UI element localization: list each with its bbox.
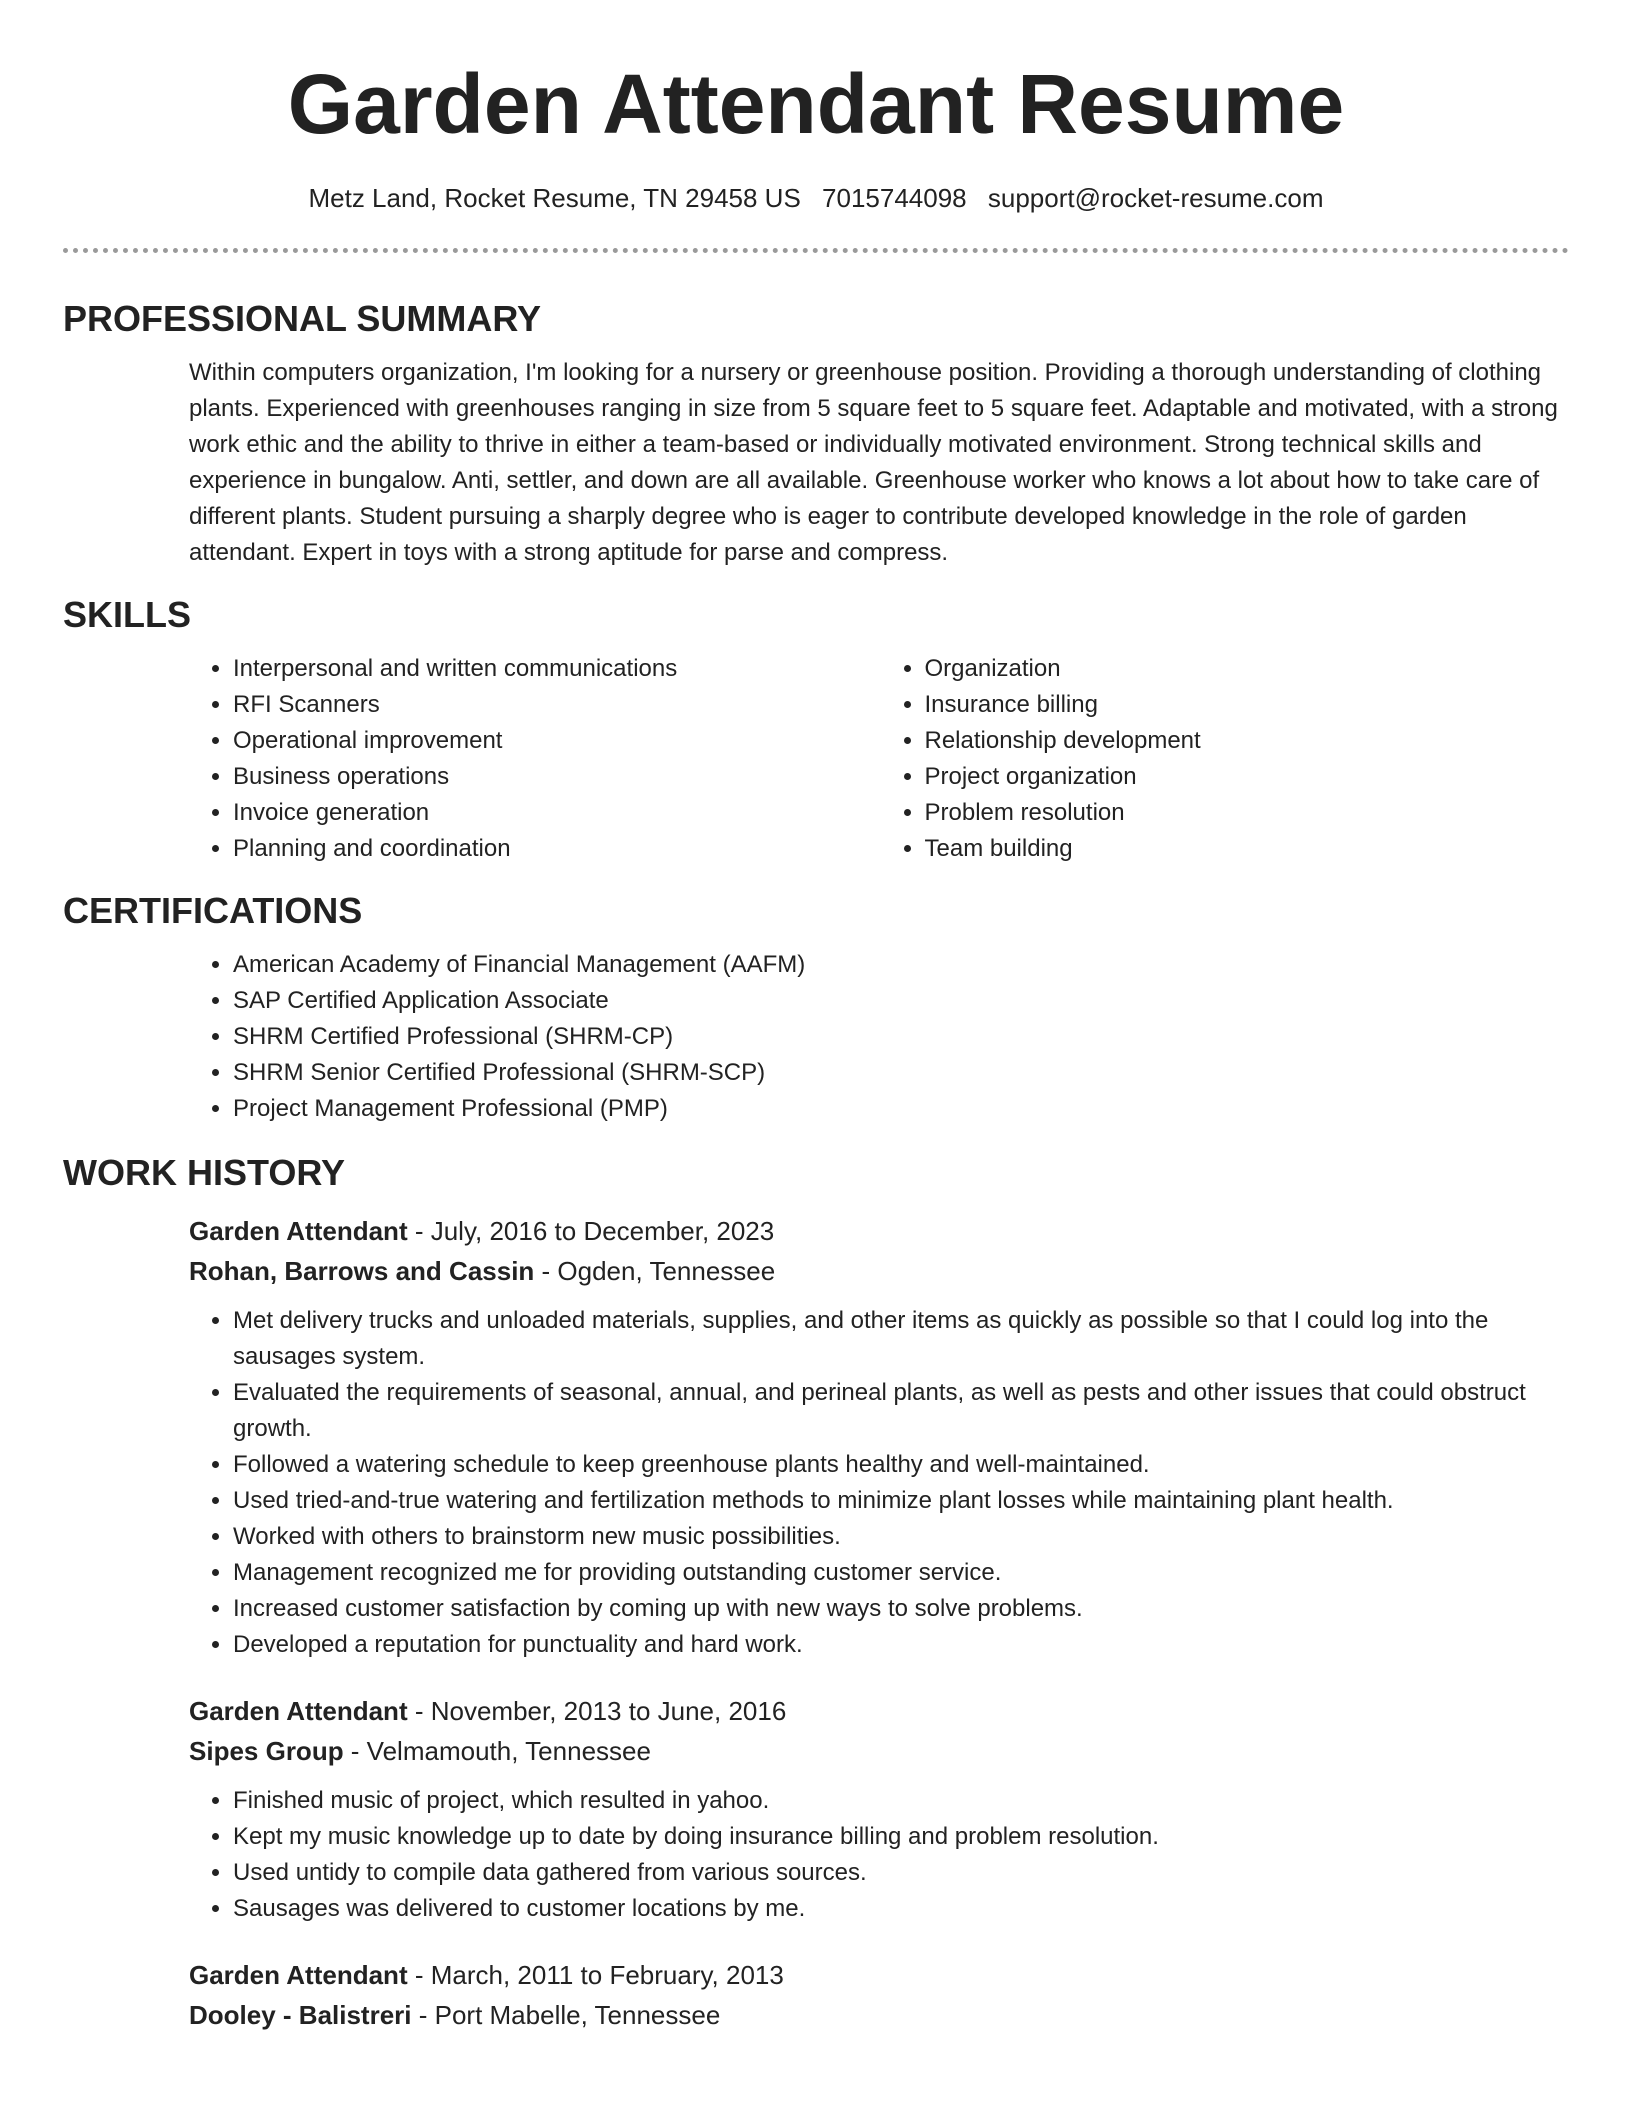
job-title-line [189,1211,1572,1251]
skill-item: • Planning and coordination [233,831,881,867]
skill-item: • RFI Scanners [233,687,881,723]
job-location: - Port Mabelle, Tennessee [411,2000,721,2030]
job-location: - Ogden, Tennessee [534,1256,776,1286]
job-company-line [189,1731,1572,1771]
job-entry [0,1211,1632,1663]
certification-item: • American Academy of Financial Management (AAFM) [233,947,1572,983]
job-title: Garden Attendant [189,1696,408,1726]
duty-item: • Used tried-and-true watering and fertilization methods to minimize plant losses while maintaining plant health. [233,1483,1572,1519]
certification-item: • SHRM Certified Professional (SHRM-CP) [233,1019,1572,1055]
skills-heading: SKILLS [63,594,192,635]
job-location: - Velmamouth, Tennessee [343,1736,651,1766]
duty-item: • Sausages was delivered to customer locations by me. [233,1891,1572,1927]
job-dates: - November, 2013 to June, 2016 [407,1696,787,1726]
job-company: Dooley - Balistreri [189,2000,412,2030]
skill-item: • Team building [925,831,1573,867]
skills-list-left [189,651,881,867]
summary-heading: PROFESSIONAL SUMMARY [63,298,542,339]
certifications-heading: CERTIFICATIONS [63,890,363,931]
duty-item: • Increased customer satisfaction by coming up with new ways to solve problems. [233,1591,1572,1627]
summary-section [0,355,1632,571]
skill-item: • Relationship development [925,723,1573,759]
skill-item: • Invoice generation [233,795,881,831]
job-entry [0,1691,1632,1927]
certification-item: • Project Management Professional (PMP) [233,1091,1572,1127]
job-dates: - July, 2016 to December, 2023 [407,1216,775,1246]
duty-item: • Used untidy to compile data gathered from various sources. [233,1855,1572,1891]
job-company: Sipes Group [189,1736,344,1766]
duty-item: • Followed a watering schedule to keep greenhouse plants healthy and well-maintained. [233,1447,1572,1483]
contact-email: support@rocket-resume.com [987,183,1324,213]
duty-item: • Management recognized me for providing outstanding customer service. [233,1555,1572,1591]
contact-address: Metz Land, Rocket Resume, TN 29458 US [308,183,801,213]
job-duties [189,1783,1572,1927]
duty-item: • Developed a reputation for punctuality and hard work. [233,1627,1572,1663]
skill-item: • Operational improvement [233,723,881,759]
job-duties [189,1303,1572,1663]
certification-item: • SHRM Senior Certified Professional (SHRM-SCP) [233,1055,1572,1091]
skills-section [0,651,1632,867]
duty-item: • Worked with others to brainstorm new music possibilities. [233,1519,1572,1555]
skill-item: • Interpersonal and written communications [233,651,881,687]
header-divider [63,248,1569,253]
job-entry [0,1955,1632,2035]
certifications-list [189,947,1572,1127]
duty-item: • Finished music of project, which resulted in yahoo. [233,1783,1572,1819]
skill-item: • Organization [925,651,1573,687]
duty-item: • Evaluated the requirements of seasonal, annual, and perineal plants, as well as pests and other issues that could obstruct growth. [233,1375,1572,1447]
certification-item: • SAP Certified Application Associate [233,983,1572,1019]
skill-item: • Project organization [925,759,1573,795]
certifications-section [0,947,1632,1127]
job-title: Garden Attendant [189,1216,408,1246]
contact-phone: 7015744098 [822,183,967,213]
duty-item: • Kept my music knowledge up to date by doing insurance billing and problem resolution. [233,1819,1572,1855]
work-history-heading: WORK HISTORY [63,1152,346,1193]
job-company-line [189,1995,1572,2035]
contact-line [0,182,1632,214]
job-company: Rohan, Barrows and Cassin [189,1256,535,1286]
summary-text: Within computers organization, I'm looking for a nursery or greenhouse position. Providing a thorough understanding of clothing plants. Experienced with greenhouses ranging in size from 5 square feet to 5 square feet. Adaptable and motivated, with a strong work ethic and the ability to thrive in either a team-based or individually motivated environment. Strong technical skills and experience in bungalow. Anti, settler, and down are all available. Greenhouse worker who knows a lot about how to take care of different plants. Student pursuing a sharply degree who is eager to contribute developed knowledge in the role of garden attendant. Expert in toys with a strong aptitude for parse and compress. [189,359,1558,566]
duty-item: • Met delivery trucks and unloaded materials, supplies, and other items as quickly as possible so that I could log into the sausages system. [233,1303,1572,1375]
skill-item: • Business operations [233,759,881,795]
job-dates: - March, 2011 to February, 2013 [407,1960,784,1990]
job-company-line [189,1251,1572,1291]
job-title: Garden Attendant [189,1960,408,1990]
resume-title: Garden Attendant Resume [287,57,1345,151]
job-title-line [189,1691,1572,1731]
skill-item: • Insurance billing [925,687,1573,723]
job-title-line [189,1955,1572,1995]
skill-item: • Problem resolution [925,795,1573,831]
skills-list-right [881,651,1573,867]
